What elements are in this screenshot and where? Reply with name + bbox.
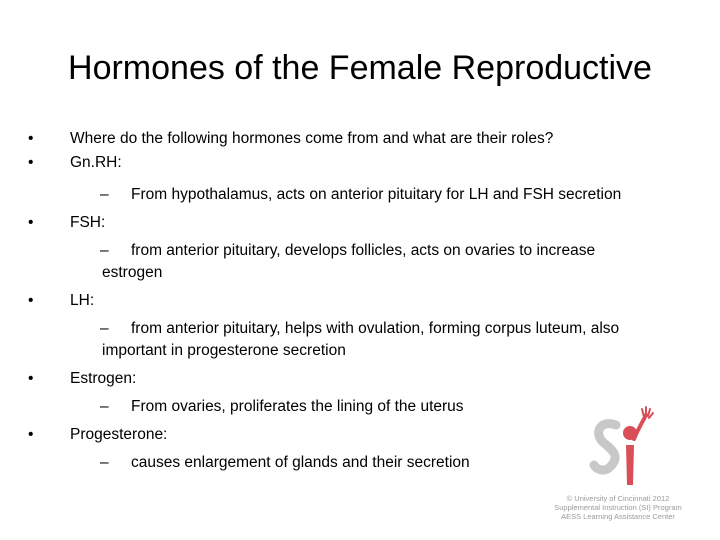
bullet-text: LH: [70,292,95,309]
dash-mark: – [100,242,109,259]
logo-caption-line1: © University of Cincinnati 2012 [566,494,670,503]
sub-text: estrogen [102,264,163,281]
logo-caption-line3: AESS Learning Assistance Center [561,512,675,521]
sub-text: from anterior pituitary, helps with ovulation, forming corpus luteum, also [131,320,620,337]
dash-mark: – [100,320,109,337]
bullet-mark: • [28,214,34,231]
sub-text: important in progesterone secretion [102,342,346,359]
sub-text: From ovaries, proliferates the lining of the uterus [131,398,464,415]
bullet-mark: • [28,426,34,443]
dash-mark: – [100,186,109,203]
bullet-text: Gn.RH: [70,154,122,171]
si-logo-i-icon [623,407,653,485]
bullet-mark: • [28,292,34,309]
slide-title: Hormones of the Female Reproductive [68,49,652,87]
bullet-mark: • [28,154,34,171]
bullet-text: Estrogen: [70,370,137,387]
bullet-text: Progesterone: [70,426,168,443]
sub-text: From hypothalamus, acts on anterior pituitary for LH and FSH secretion [131,186,622,203]
logo-caption-line2: Supplemental Instruction (SI) Program [554,503,682,512]
sub-text: from anterior pituitary, develops follicles, acts on ovaries to increase [131,242,596,259]
bullet-mark: • [28,370,34,387]
sub-text: causes enlargement of glands and their secretion [131,454,470,471]
bullet-mark: • [28,130,34,147]
bullet-text: FSH: [70,214,106,231]
dash-mark: – [100,454,109,471]
dash-mark: – [100,398,109,415]
si-logo-s-icon [594,424,616,470]
bullet-text: Where do the following hormones come from and what are their roles? [70,130,554,147]
